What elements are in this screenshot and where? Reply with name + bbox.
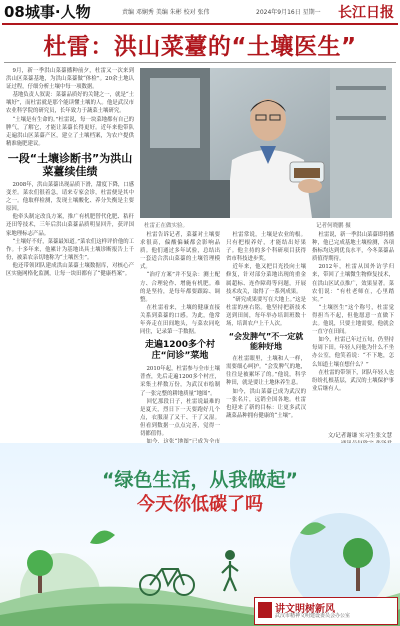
badge-title: 讲文明树新风 — [275, 604, 335, 615]
ad-headline: “绿色生活，从我做起” — [102, 469, 298, 491]
paragraph: “研究成果要写在大地上。”这是杜雷的座右铭。他坚持把新技术送到田间，每年举办培训班数十场，培训农户上千人次。 — [226, 296, 306, 328]
newspaper-logo: 长江日报 — [338, 5, 394, 21]
article-column-4 — [312, 231, 394, 429]
civilization-emblem-icon — [258, 602, 272, 618]
paragraph: 他牵头制定改良方案，推广有机肥替代化肥、秸秆还田等技术，三年后洪山菜薹品质明显回升，获评国家地理标志产品。 — [6, 214, 134, 237]
subheading: “会发脾气”不一定就能种好地 — [228, 332, 304, 352]
badge-subtitle: 武汉市精神文明建设委员会办公室 — [275, 613, 351, 619]
headline-rule — [4, 62, 396, 63]
paragraph: 杜雷说，新一季洪山菜薹即将播种，他已完成基地土壤检测，各项指标均达到优良水平，今冬菜薹品质值得期待。 — [312, 232, 394, 263]
paragraph: 在杜雷的带领下，团队年轻人也纷纷扎根基层，武汉的土壤保护事业后继有人。 — [312, 369, 394, 392]
paragraph: 基地负责人叙说：菜薹品质好的关键之一，就是“土壤好”，而杜雷就是那个能读懂土壤的人。他是武汉市农业科学院的研究员，长年致力于蔬菜土壤研究。 — [6, 92, 134, 115]
paragraph: 如今，杜雷已年过五旬，仍坚持每周下田。年轻人问他为什么不坐办公室，他笑着说：“不下地，怎么知道土壤在想什么？” — [312, 337, 394, 368]
paragraph: 在杜雷看来，土壤的健康直接关系到菜薹的口感。为此，他常年奔走在田间地头，与菜农同吃同住，记录第一手数据。 — [140, 304, 220, 336]
public-service-ad — [0, 443, 400, 626]
photo-caption: 杜雷正在做实验。 — [144, 223, 189, 229]
issue-date: 2024年9月16日 星期一 — [256, 9, 321, 16]
paragraph: 2008年，洪山菜薹出现品质下滑，甜度下降，口感变差。菜农们很着急，请来专家会诊，杜雷便是其中之一。他取样检测，发现土壤酸化、养分失衡是主要原因。 — [6, 181, 135, 213]
article-column-1 — [6, 67, 134, 439]
paragraph: “治疗方案”并不复杂：测土配方、合理轮作、增施有机肥。难的是坚持，是每年都要跟踪、调整。 — [140, 272, 220, 303]
paragraph: 2010年起，杜雷参与全市土壤普查，先后走遍1200多个村庄，采集土样数万份，为武汉市绘制了一张完整的耕地质量“地图”。 — [140, 366, 220, 397]
page-header — [0, 0, 400, 24]
section-title: 08城事·人物 — [4, 3, 91, 21]
paragraph: 2012年，杜雷从国外访学归来，带回了土壤微生物修复技术，在洪山区试点推广，效果显著。菜农们说：“有杜老师在，心里踏实。” — [312, 264, 394, 303]
paragraph: 在杜雷眼里，土壤和人一样，需要细心呵护。“会发脾气的地，往往是被累坏了的。”他说，科学种田，就是要让土地休养生息。 — [226, 356, 306, 387]
paragraph: 杜雷常说，土壤是农业的根。只有把根养好，才能结出好果子。他主持的多个科研项目获得省市科技进步奖。 — [226, 232, 306, 263]
article-column-2 — [140, 231, 220, 439]
paragraph: 如今，洪山菜薹已成为武汉的一张名片，远销全国各地。杜雷也迎来了新的目标：让更多武汉蔬菜品种拥有健康的“土壤”。 — [226, 388, 306, 419]
paragraph: 他还带领团队建成洪山菜薹土壤数据库，对核心产区实施网格化监测，让每一块田都有了“健康档案”。 — [6, 262, 134, 277]
editor-credits: 责编 邓娴秀 美编 朱彬 校对 张伟 — [122, 9, 210, 16]
article-headline: 杜雷：洪山菜薹的“土壤医生” — [43, 34, 357, 60]
paragraph: 回忆那段日子，杜雷说最难的是夏天，烈日下一天要跑好几个点，衣服湿了又干、干了又湿。但看到数据一点点完善，觉得一切都值得。 — [140, 398, 220, 437]
header-rule — [2, 23, 398, 25]
paragraph: 9月，新一季洪山菜薹播种前夕，杜雷又一次来到洪山区菜薹基地，为洪山菜薹做“体检”。20余土地认证过程，仔细分析土壤中每一项数据。 — [6, 68, 134, 91]
byline-reporter: 文/记者谢谦 实习生张文慧 — [327, 433, 392, 439]
lab-photo-illustration — [140, 68, 392, 218]
subheading: 一段“土壤诊断书”为洪山菜薹续佳绩 — [7, 151, 133, 178]
paragraph: 近年来，他又把目光投向土壤修复，针对部分菜地出现的重金属超标、连作障碍等问题，开展技术攻关，取得了一系列成果。 — [226, 264, 306, 295]
paragraph: “土壤医生”这个称号，杜雷觉得担当不起，但他愿意一直做下去。他说，只要土地需要，他就会一直守在田间。 — [312, 304, 394, 336]
civilization-badge — [254, 597, 398, 625]
paragraph: “土壤是有生命的。”杜雷说，每一块菜地都有自己的脾气，了解它，才能让菜薹长得更好。近年来他带队走遍洪山区菜薹产区，建立了土壤档案，为农户提供精准施肥建议。 — [6, 116, 134, 147]
photo-credit: 记者何晓鹏 摄 — [316, 223, 351, 229]
paragraph: “土壤好不好，菜薹最知道。”菜农们这样评价他的工作。十多年来，他累计为基地出具土壤诊断报告上千份，被菜农亲切地称为“土壤医生”。 — [6, 238, 134, 261]
subheading: 走遍1200多个村庄“问诊”菜地 — [144, 340, 216, 362]
article-column-3 — [226, 231, 306, 439]
article-photo — [140, 68, 392, 218]
paragraph: 杜雷告诉记者，菜薹对土壤要求很高，偏酸偏碱都会影响品质。他们通过多年试验，总结出一套适合洪山菜薹的土壤管理模式。 — [140, 232, 220, 271]
ad-subheadline: 今天你低碳了吗 — [137, 494, 263, 515]
